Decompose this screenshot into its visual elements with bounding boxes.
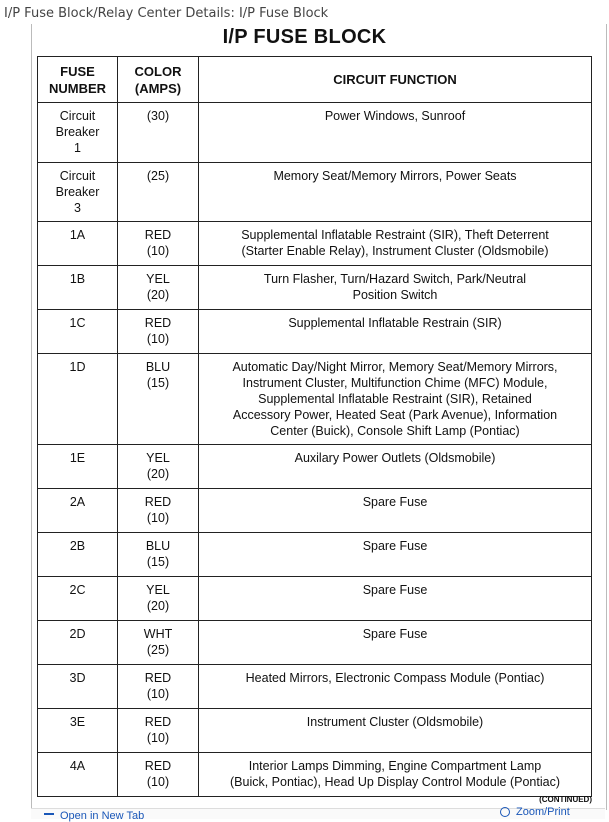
cell-color-amps: RED (10)	[118, 753, 199, 797]
cell-circuit-function: Spare Fuse	[199, 577, 592, 621]
cell-circuit-function: Supplemental Inflatable Restrain (SIR)	[199, 310, 592, 354]
open-new-tab-link[interactable]	[44, 810, 144, 822]
cell-fuse-number: 1C	[38, 310, 118, 354]
table-row	[38, 621, 592, 665]
table-row	[38, 753, 592, 797]
cell-circuit-function: Interior Lamps Dimming, Engine Compartment Lamp (Buick, Pontiac), Head Up Display Control Module (Pontiac)	[199, 753, 592, 797]
zoom-icon	[500, 807, 510, 817]
table-row	[38, 533, 592, 577]
cell-fuse-number: Circuit Breaker 3	[38, 163, 118, 222]
cell-fuse-number: 2A	[38, 489, 118, 533]
cell-fuse-number: 1D	[38, 354, 118, 445]
header-color-amps: COLOR (AMPS)	[118, 57, 199, 103]
cell-fuse-number: 1A	[38, 222, 118, 266]
cell-fuse-number: Circuit Breaker 1	[38, 103, 118, 163]
cell-circuit-function: Turn Flasher, Turn/Hazard Switch, Park/Neutral Position Switch	[199, 266, 592, 310]
cell-color-amps: YEL (20)	[118, 577, 199, 621]
cell-fuse-number: 4A	[38, 753, 118, 797]
cell-circuit-function: Memory Seat/Memory Mirrors, Power Seats	[199, 163, 592, 222]
table-row	[38, 489, 592, 533]
cell-color-amps: YEL (20)	[118, 266, 199, 310]
cell-color-amps: BLU (15)	[118, 354, 199, 445]
cell-fuse-number: 1E	[38, 445, 118, 489]
open-new-tab-label: Open in New Tab	[60, 810, 145, 822]
fuse-table	[37, 56, 592, 797]
cell-fuse-number: 3D	[38, 665, 118, 709]
cell-circuit-function: Spare Fuse	[199, 489, 592, 533]
cell-color-amps: RED (10)	[118, 489, 199, 533]
continued-label: (CONTINUED)	[539, 795, 592, 804]
cell-circuit-function: Instrument Cluster (Oldsmobile)	[199, 709, 592, 753]
table-row	[38, 222, 592, 266]
cell-fuse-number: 2D	[38, 621, 118, 665]
cell-circuit-function: Auxilary Power Outlets (Oldsmobile)	[199, 445, 592, 489]
table-row	[38, 445, 592, 489]
cell-color-amps: BLU (15)	[118, 533, 199, 577]
table-row	[38, 103, 592, 163]
table-header-row	[38, 57, 592, 103]
table-row	[38, 310, 592, 354]
cell-circuit-function: Spare Fuse	[199, 621, 592, 665]
cell-circuit-function: Automatic Day/Night Mirror, Memory Seat/Memory Mirrors, Instrument Cluster, Multifunction Chime (MFC) Module, Supplemental Inflatable Restraint (SIR), Retained Accessory Power, Heated Seat (Park Avenue), Information Center (Buick), Console Shift Lamp (Pontiac)	[199, 354, 592, 445]
cell-circuit-function: Power Windows, Sunroof	[199, 103, 592, 163]
zoom-print-label: Zoom/Print	[516, 806, 570, 818]
cell-color-amps: RED (10)	[118, 310, 199, 354]
table-row	[38, 354, 592, 445]
cell-color-amps: RED (10)	[118, 709, 199, 753]
cell-circuit-function: Heated Mirrors, Electronic Compass Module (Pontiac)	[199, 665, 592, 709]
table-row	[38, 709, 592, 753]
table-row	[38, 163, 592, 222]
cell-circuit-function: Supplemental Inflatable Restraint (SIR), Theft Deterrent (Starter Enable Relay), Instrument Cluster (Oldsmobile)	[199, 222, 592, 266]
cell-color-amps: RED (10)	[118, 665, 199, 709]
cell-fuse-number: 1B	[38, 266, 118, 310]
table-row	[38, 665, 592, 709]
table-row	[38, 266, 592, 310]
cell-color-amps: WHT (25)	[118, 621, 199, 665]
page-title: I/P FUSE BLOCK	[222, 26, 387, 48]
cell-color-amps: (25)	[118, 163, 199, 222]
cell-color-amps: RED (10)	[118, 222, 199, 266]
cell-circuit-function: Spare Fuse	[199, 533, 592, 577]
table-row	[38, 577, 592, 621]
header-circuit-function: CIRCUIT FUNCTION	[199, 57, 592, 103]
header-fuse-number: FUSE NUMBER	[38, 57, 118, 103]
page-caption: I/P Fuse Block/Relay Center Details: I/P Fuse Block	[4, 6, 329, 21]
new-tab-icon	[44, 813, 54, 819]
cell-color-amps: YEL (20)	[118, 445, 199, 489]
cell-fuse-number: 2C	[38, 577, 118, 621]
cell-color-amps: (30)	[118, 103, 199, 163]
zoom-print-link[interactable]	[500, 806, 570, 818]
cell-fuse-number: 2B	[38, 533, 118, 577]
cell-fuse-number: 3E	[38, 709, 118, 753]
